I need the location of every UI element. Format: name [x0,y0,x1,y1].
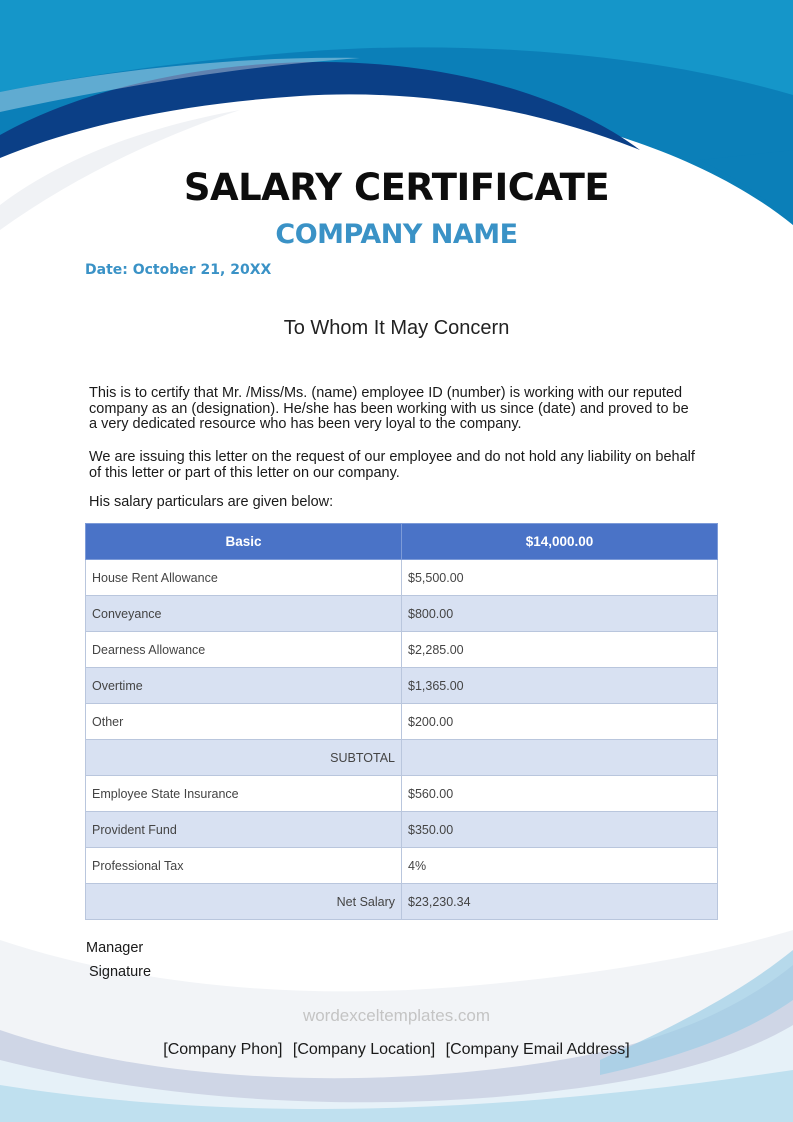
signature-label: Signature [89,964,152,980]
row-value: $350.00 [402,812,718,848]
row-value: $200.00 [402,704,718,740]
footer-location: [Company Location] [292,1041,436,1058]
liability-paragraph: We are issuing this letter on the request of our employee and do not hold any liability on behalf of this letter or part of this letter on our company. [89,449,695,481]
row-label: Dearness Allowance [86,632,402,668]
row-value: 4% [402,848,718,884]
footer-phone: [Company Phon] [163,1041,283,1058]
row-value: $560.00 [402,776,718,812]
header-value: $14,000.00 [402,524,718,560]
subtotal-label: SUBTOTAL [86,740,402,776]
table-row [86,776,718,812]
row-label: Professional Tax [86,848,402,884]
table-row [86,596,718,632]
row-label: Employee State Insurance [86,776,402,812]
manager-label: Manager [86,940,144,956]
net-salary-row [86,884,718,920]
footer-email: [Company Email Address] [445,1041,630,1058]
table-row [86,632,718,668]
row-label: Overtime [86,668,402,704]
net-salary-value: $23,230.34 [402,884,718,920]
row-label: Provident Fund [86,812,402,848]
subtotal-value [402,740,718,776]
footer-contact [0,1041,793,1059]
table-row [86,704,718,740]
salary-table [85,523,718,920]
greeting: To Whom It May Concern [283,317,510,339]
table-row [86,560,718,596]
row-value: $1,365.00 [402,668,718,704]
row-label: House Rent Allowance [86,560,402,596]
table-row [86,848,718,884]
row-label: Conveyance [86,596,402,632]
row-value: $5,500.00 [402,560,718,596]
row-label: Other [86,704,402,740]
salary-intro: His salary particulars are given below: [89,494,334,510]
company-name: COMPANY NAME [275,219,518,250]
subtotal-row [86,740,718,776]
header-label: Basic [86,524,402,560]
net-salary-label: Net Salary [86,884,402,920]
certificate-title: SALARY CERTIFICATE [183,166,610,209]
certificate-date: Date: October 21, 20XX [85,262,272,278]
table-row [86,668,718,704]
row-value: $800.00 [402,596,718,632]
table-header-row [86,524,718,560]
table-row [86,812,718,848]
watermark-text: wordexceltemplates.com [302,1006,491,1025]
row-value: $2,285.00 [402,632,718,668]
certification-paragraph: This is to certify that Mr. /Miss/Ms. (name) employee ID (number) is working with our reputed company as an (designation). He/she has been working with us since (date) and proved to be a very dedicated resource who has been very loyal to the company. [89,385,689,432]
